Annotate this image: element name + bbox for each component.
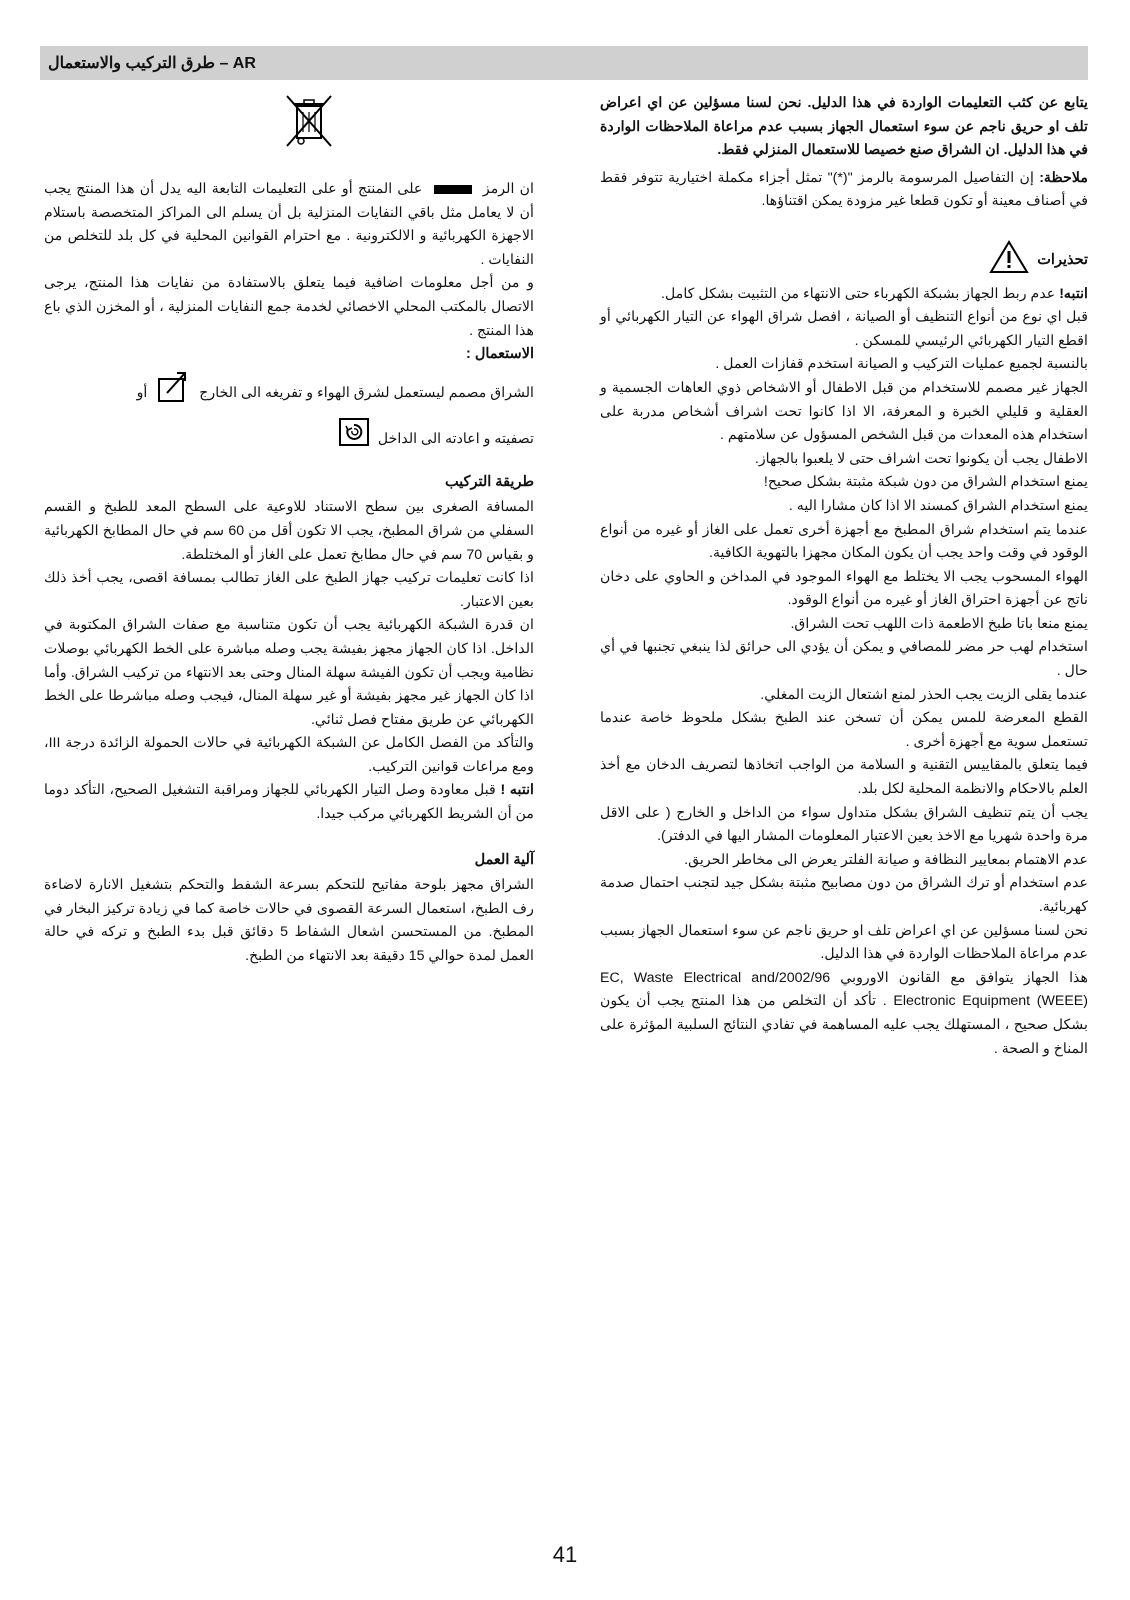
warning-item [600, 448, 1088, 472]
warning-text: الجهاز غير مصمم للاستخدام من قبل الاطفال أو الاشخاص ذوي العاهات الجسمية و العقلية و قليلي الخبرة و المعرفة، الا اذا كانوا تحت اشراف أشخاص مدربة على استخدام هذه المعدات من قبل الشخص المسؤول عن سلامتهم . [600, 379, 1088, 444]
install-paragraph: المسافة الصغرى بين سطح الاستناد للاوعية على السطح المعد للطبخ و القسم السفلي من شراق المطبخ، يجب الا تكون أقل من 60 سم في حال المطابخ الكهربائية و بقياس 70 سم في حال مطابخ تعمل على الغاز أو المختلطة. [44, 499, 534, 563]
note-label: ملاحظة: [1039, 169, 1088, 186]
warning-item [600, 707, 1088, 754]
warning-text: عدم استخدام أو ترك الشراق من دون مصابيح مثبتة بشكل جيد لتجنب احتمال صدمة كهربائية. [600, 875, 1088, 915]
warning-text: يمنع استخدام الشراق كمسند الا اذا كان مشارا اليه . [788, 497, 1088, 514]
warning-item [600, 471, 1088, 495]
caution-label: انتبه ! [500, 782, 534, 799]
symbol-text-before: ان الرمز [482, 181, 534, 197]
warning-item [600, 566, 1088, 613]
warning-text: بالنسبة لجميع عمليات التركيب و الصيانة استخدم قفازات العمل . [715, 356, 1088, 373]
warning-item [600, 306, 1088, 353]
warning-item [600, 353, 1088, 377]
black-bar-symbol [434, 185, 472, 194]
warning-text: يمنع استخدام الشراق من دون شبكة مثبتة بشكل صحيح! [763, 474, 1088, 491]
recirculation-mode-icon [338, 417, 370, 461]
warning-text: قبل اي نوع من أنواع التنظيف أو الصيانة ، افصل شراق الهواء عن التيار الكهربائي أو اقطع التيار الكهربائي الرئيسي للمسكن . [600, 309, 1088, 349]
warning-text: عدم الاهتمام بمعايير النظافة و صيانة الفلتر يعرض الى مخاطر الحريق. [684, 851, 1088, 868]
install-paragraph: ان قدرة الشبكة الكهربائية يجب أن تكون متناسبة مع صفات الشراق المكتوبة في الداخل. اذا كان الجهاز مجهز بفيشة يجب وصله مباشرة على الخط الكهربائي بوصلات نظامية ويجب أن تكون الفيشة سهلة المنال وحتى بعد الانتهاء من تركيب الشراق. وأما اذا كان الجهاز غير مجهز بفيشة أو غير سهلة المنال، فيجب وصله مباشرطا على الخط الكهربائي عن طريق مفتاح فصل ثنائي. [44, 617, 534, 728]
note-text: إن التفاصيل المرسومة بالرمز "(*)" تمثل أجزاء مكملة اختيارية تتوفر فقط في أصناف معينة أو تكون قطعا غير مزودة يمكن اقتناؤها. [600, 169, 1088, 210]
warning-text: فيما يتعلق بالمقاييس التقنية و السلامة من الواجب اتخاذها لتصريف الدخان مع أخذ العلم بالاحكام والانظمة المحلية لكل بلد. [600, 757, 1088, 798]
warnings-list [600, 283, 1088, 967]
usage-text-or: أو [136, 384, 148, 401]
warning-item [600, 519, 1088, 566]
warning-text: الاطفال يجب أن يكونوا تحت اشراف حتى لا يلعبوا بالجهاز. [754, 450, 1088, 467]
note-paragraph [600, 167, 1088, 214]
operation-title: آلية العمل [474, 851, 534, 868]
left-column [44, 92, 534, 969]
warnings-heading [600, 240, 1088, 283]
warning-item [600, 684, 1088, 708]
usage-text-2: تصفيته و اعادته الى الداخل [377, 430, 534, 447]
warning-item [600, 802, 1088, 849]
warning-text: عندما يقلى الزيت يجب الحذر لمنع اشتعال الزيت المغلي. [760, 686, 1088, 703]
page-title: AR – طرق التركيب والاستعمال [48, 55, 256, 72]
install-paragraph: اذا كانت تعليمات تركيب جهاز الطبخ على الغاز تطالب بمسافة اقصى، يجب أخذ ذلك بعين الاعتبار. [44, 570, 534, 610]
warning-item [600, 636, 1088, 683]
symbol-paragraph [44, 178, 534, 272]
ducted-mode-icon [155, 369, 191, 417]
caution-paragraph [44, 779, 534, 826]
warning-item [600, 495, 1088, 519]
weee-paragraph: هذا الجهاز يتوافق مع القانون الاوروبي 2002/96/EC, Waste Electrical and Electronic Equipment (WEEE) . تأكد أن التخلص من هذا المنتج يجب أن يكون بشكل صحيح ، المستهلك يجب عليه المساهمة في تفادي النتائج السلبية المؤثرة على المناخ و الصحة . [600, 969, 1088, 1057]
warning-item [600, 849, 1088, 873]
warning-triangle-icon [989, 240, 1029, 283]
usage-paragraph [44, 369, 534, 461]
warning-item [600, 613, 1088, 637]
warning-item [600, 872, 1088, 919]
warning-text: نحن لسنا مسؤلين عن اي اعراض تلف او حريق ناجم عن سوء استعمال الجهاز بسبب عدم مراعاة الملاحظات الواردة في هذا الدليل. [600, 922, 1088, 963]
right-column [600, 92, 1088, 1061]
install-paragraphs [44, 496, 534, 779]
page-number: 41 [552, 1542, 578, 1567]
warning-text: يمنع منعا باتا طبخ الاطعمة ذات اللهب تحت الشراق. [790, 615, 1088, 632]
usage-text-1: الشراق مصمم ليستعمل لشرق الهواء و تفريغه الى الخارج [199, 384, 534, 401]
warning-label: انتبه! [1059, 285, 1088, 302]
symbol-text-after: على المنتج أو على التعليمات التابعة اليه يدل أن هذا المنتج يجب أن لا يعامل مثل باقي النفايات المنزلية بل أن يسلم الى المراكز المتخصصة باستلام الاجهزة الكهربائية و الالكترونية . مع احترام القوانين المحلية في كل بلد للتخلص من النفايات . [44, 181, 534, 268]
warning-text: القطع المعرضة للمس يمكن أن تسخن عند الطبخ بشكل ملحوظ خاصة عندما تستعمل سوية مع أجهزة أخرى . [600, 710, 1088, 750]
warning-text: عدم ربط الجهاز بشبكة الكهرباء حتى الانتهاء من التثبيت بشكل كامل. [661, 285, 1056, 302]
warning-item [600, 377, 1088, 448]
warning-item [600, 920, 1088, 967]
usage-title: الاستعمال : [465, 346, 534, 363]
header-bar [40, 46, 1088, 80]
crossed-bin-icon [283, 92, 335, 159]
install-paragraph: والتأكد من الفصل الكامل عن الشبكة الكهربائية في حالات الحمولة الزائدة درجة III، ومع مراعات قوانين التركيب. [44, 735, 534, 775]
warning-text: الهواء المسحوب يجب الا يختلط مع الهواء الموجود في المداخن و الحاوي على دخان ناتج عن أجهزة احتراق الغاز أو غيره من أنواع الوقود. [600, 568, 1088, 609]
weee-symbol [44, 92, 534, 178]
warning-text: يجب أن يتم تنظيف الشراق بشكل متداول سواء من الداخل و الخارج ( على الاقل مرة واحدة شهريا مع الاخذ بعين الاعتبار المعلومات المشار اليها في الدفتر). [600, 804, 1088, 845]
install-title: طريقة التركيب [444, 473, 534, 490]
warnings-title: تحذيرات [1037, 252, 1088, 269]
warning-text: عندما يتم استخدام شراق المطبخ مع أجهزة أخرى تعمل على الغاز أو غيره من أنواع الوقود في وقت واحد يجب أن يكون المكان مجهزا بالتهوية الكافية. [600, 521, 1088, 562]
warning-item [600, 754, 1088, 801]
operation-paragraph: الشراق مجهز بلوحة مفاتيح للتحكم بسرعة الشفط والتحكم بتشغيل الانارة لاضاءة رف الطبخ، استعمال السرعة القصوى في حالات خاصة كما في زيادة تركيز البخار في المطبخ. من المستحسن اشعال الشفاط 5 دقائق قبل بدء الطبخ و تركه في حالة العمل لمدة حوالي 15 دقيقة بعد الانتهاء من الطبخ. [44, 877, 534, 965]
recycle-info: و من أجل معلومات اضافية فيما يتعلق بالاستفادة من نفايات هذا المنتج، يرجى الاتصال بالمكتب المحلي الاخصائي لخدمة جمع النفايات المنزلية ، أو المخزن الذي باع هذا المنتج . [44, 275, 534, 339]
warning-item [600, 283, 1088, 307]
intro-paragraph: يتابع عن كثب التعليمات الواردة في هذا الدليل. نحن لسنا مسؤلين عن اي اعراض تلف او حريق ناجم عن سوء استعمال الجهاز بسبب عدم مراعاة الملاحظات الواردة في هذا الدليل. ان الشراق صنع خصيصا للاستعمال المنزلي فقط. [600, 95, 1088, 159]
caution-text: قبل معاودة وصل التيار الكهربائي للجهاز ومراقبة التشغيل الصحيح، التأكد دوما من أن الشريط الكهربائي مركب جيدا. [44, 782, 534, 823]
warning-text: استخدام لهب حر مضر للمصافي و يمكن أن يؤدي الى حرائق لذا ينبغي تجنبها في أي حال . [600, 639, 1088, 680]
